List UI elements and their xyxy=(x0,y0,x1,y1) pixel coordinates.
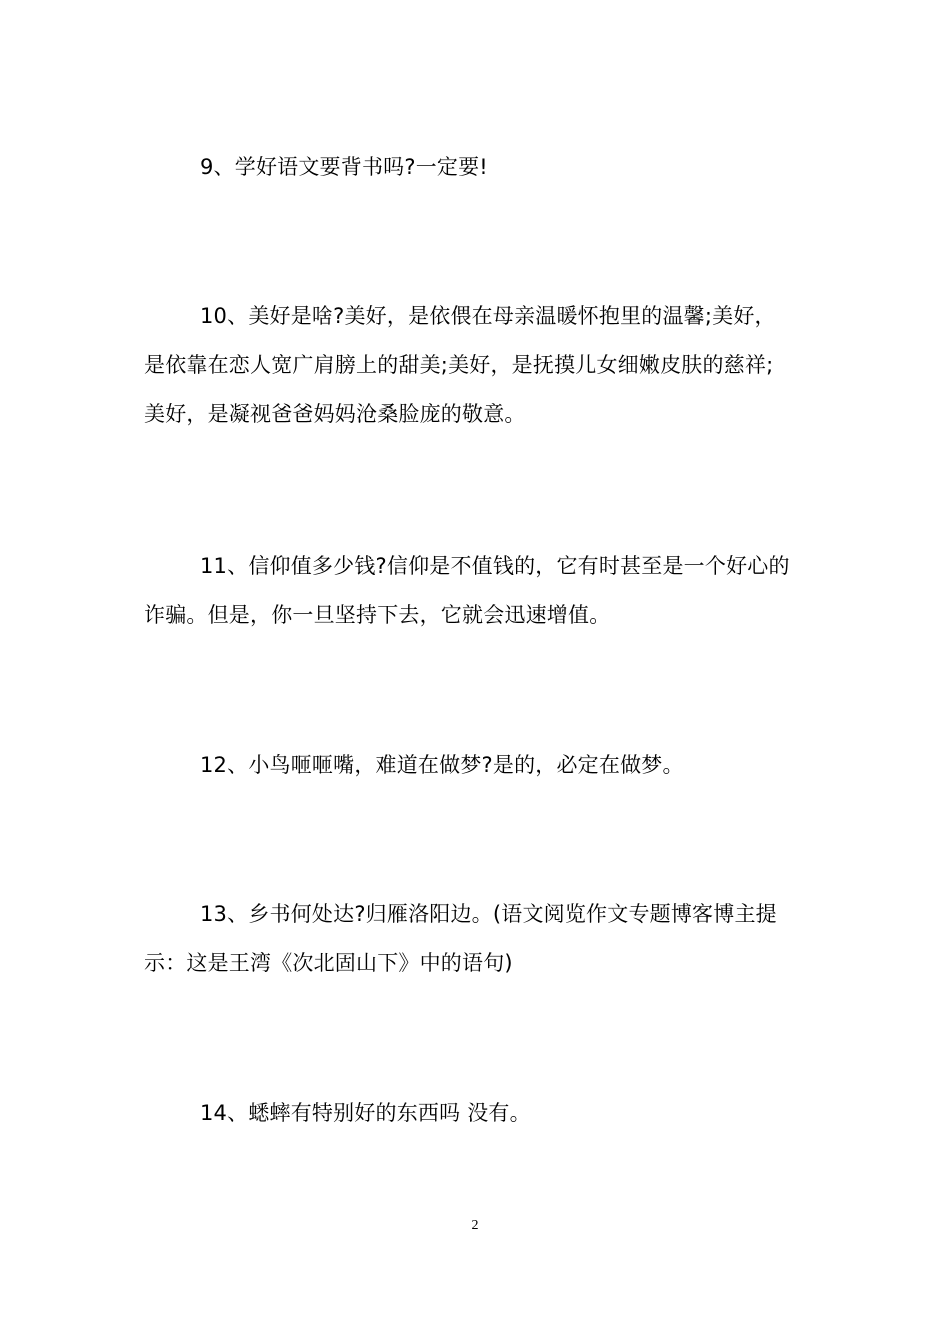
paragraph-14 xyxy=(144,1089,816,1138)
paragraph-line: 12、小鸟咂咂嘴，难道在做梦?是的，必定在做梦。 xyxy=(200,753,684,777)
paragraph-line: 13、乡书何处达?归雁洛阳边。(语文阅览作文专题博客博主提 xyxy=(200,902,777,926)
paragraph-12 xyxy=(144,741,816,790)
paragraph-line: 11、信仰值多少钱?信仰是不值钱的，它有时甚至是一个好心的 xyxy=(200,554,790,578)
paragraph-line: 10、美好是啥?美好，是依偎在母亲温暖怀抱里的温馨;美好， xyxy=(200,304,776,328)
paragraph-line: 是依靠在恋人宽广肩膀上的甜美;美好，是抚摸儿女细嫩皮肤的慈祥; xyxy=(144,353,774,377)
paragraph-9 xyxy=(144,143,816,192)
paragraph-line: 示：这是王湾《次北固山下》中的语句) xyxy=(144,951,513,975)
paragraph-11 xyxy=(144,542,816,640)
paragraph-line: 美好，是凝视爸爸妈妈沧桑脸庞的敬意。 xyxy=(144,402,526,426)
paragraph-line: 诈骗。但是，你一旦坚持下去，它就会迅速增值。 xyxy=(144,603,611,627)
paragraph-10 xyxy=(144,292,816,439)
paragraph-13 xyxy=(144,890,816,988)
page-number: 2 xyxy=(471,1218,479,1233)
paragraph-line: 9、学好语文要背书吗?一定要! xyxy=(200,155,488,179)
paragraph-line: 14、蟋蟀有特别好的东西吗 没有。 xyxy=(200,1101,531,1125)
